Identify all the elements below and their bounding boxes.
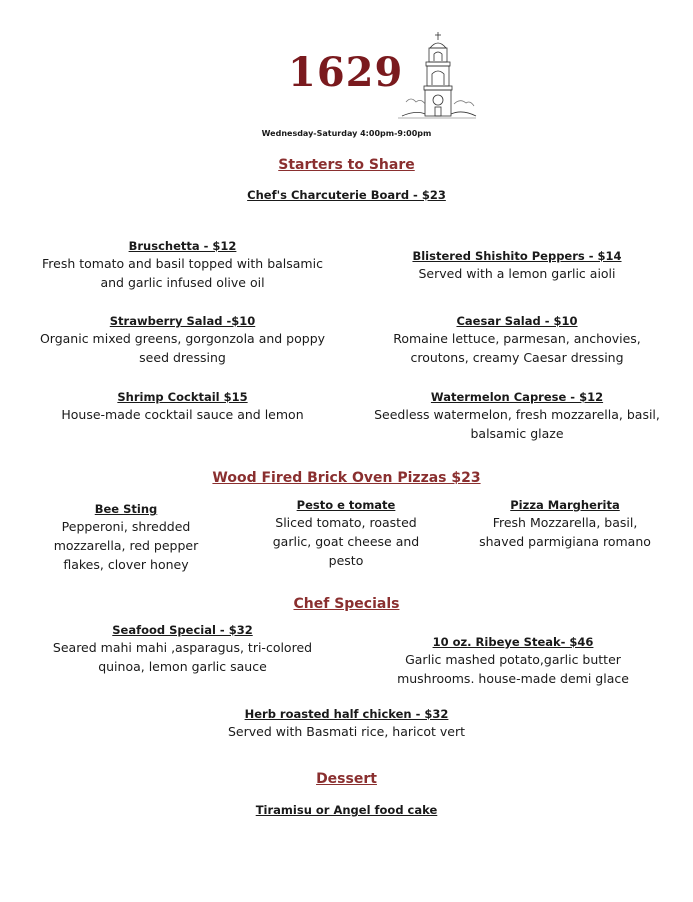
item-description: Seared mahi mahi ,asparagus, tri-colored quinoa, lemon garlic sauce <box>52 640 313 674</box>
section-heading-starters: Starters to Share <box>278 157 415 173</box>
item-title: Shrimp Cocktail $15 <box>117 390 248 404</box>
charcuterie-title: Chef's Charcuterie Board - $23 <box>247 188 446 202</box>
item-title: Blistered Shishito Peppers - $14 <box>412 249 622 263</box>
section-heading-pizzas: Wood Fired Brick Oven Pizzas $23 <box>212 470 481 486</box>
menu-item <box>372 389 662 443</box>
item-description: Garlic mashed potato,garlic butter mushrooms. house-made demi glace <box>397 652 629 686</box>
dessert-item: Tiramisu or Angel food cake <box>255 803 438 817</box>
item-description: Romaine lettuce, parmesan, anchovies, croutons, creamy Caesar dressing <box>393 331 641 365</box>
item-description: Pepperoni, shredded mozzarella, red pepper flakes, clover honey <box>53 519 199 572</box>
menu-item <box>30 238 335 292</box>
section-heading-specials: Chef Specials <box>293 596 400 612</box>
menu-item <box>0 706 693 741</box>
item-description: Seedless watermelon, fresh mozzarella, basil, balsamic glaze <box>374 407 660 441</box>
item-description: Fresh tomato and basil topped with balsamic and garlic infused olive oil <box>42 256 323 290</box>
item-title: Herb roasted half chicken - $32 <box>244 707 449 721</box>
hours-text: Wednesday-Saturday 4:00pm-9:00pm <box>261 129 432 138</box>
item-title: Seafood Special - $32 <box>112 623 253 637</box>
item-description: Organic mixed greens, gorgonzola and poppy seed dressing <box>39 331 326 365</box>
menu-item <box>30 313 335 367</box>
menu-item <box>372 313 662 367</box>
menu-item <box>262 497 430 570</box>
item-description: Fresh Mozzarella, basil, shaved parmigiana romano <box>479 515 651 549</box>
item-title: Bee Sting <box>94 502 158 516</box>
item-title: 10 oz. Ribeye Steak- $46 <box>432 635 594 649</box>
bell-tower-illustration <box>396 30 478 122</box>
item-description: Sliced tomato, roasted garlic, goat cheese and pesto <box>272 515 420 568</box>
item-description: Served with a lemon garlic aioli <box>418 266 616 281</box>
menu-item <box>372 248 662 283</box>
item-description: House-made cocktail sauce and lemon <box>61 407 304 422</box>
menu-item <box>30 389 335 424</box>
item-title: Strawberry Salad -$10 <box>109 314 256 328</box>
menu-item <box>470 497 660 551</box>
item-title: Caesar Salad - $10 <box>456 314 578 328</box>
menu-item <box>384 634 642 688</box>
item-title: Pizza Margherita <box>510 498 620 512</box>
item-description: Served with Basmati rice, haricot vert <box>227 724 466 739</box>
item-title: Pesto e tomate <box>296 498 396 512</box>
section-heading-dessert: Dessert <box>316 771 377 787</box>
menu-item <box>30 622 335 676</box>
item-title: Bruschetta - $12 <box>128 239 237 253</box>
item-title: Watermelon Caprese - $12 <box>430 390 604 404</box>
logo-text: 1629 <box>288 49 404 96</box>
menu-item <box>40 501 212 574</box>
